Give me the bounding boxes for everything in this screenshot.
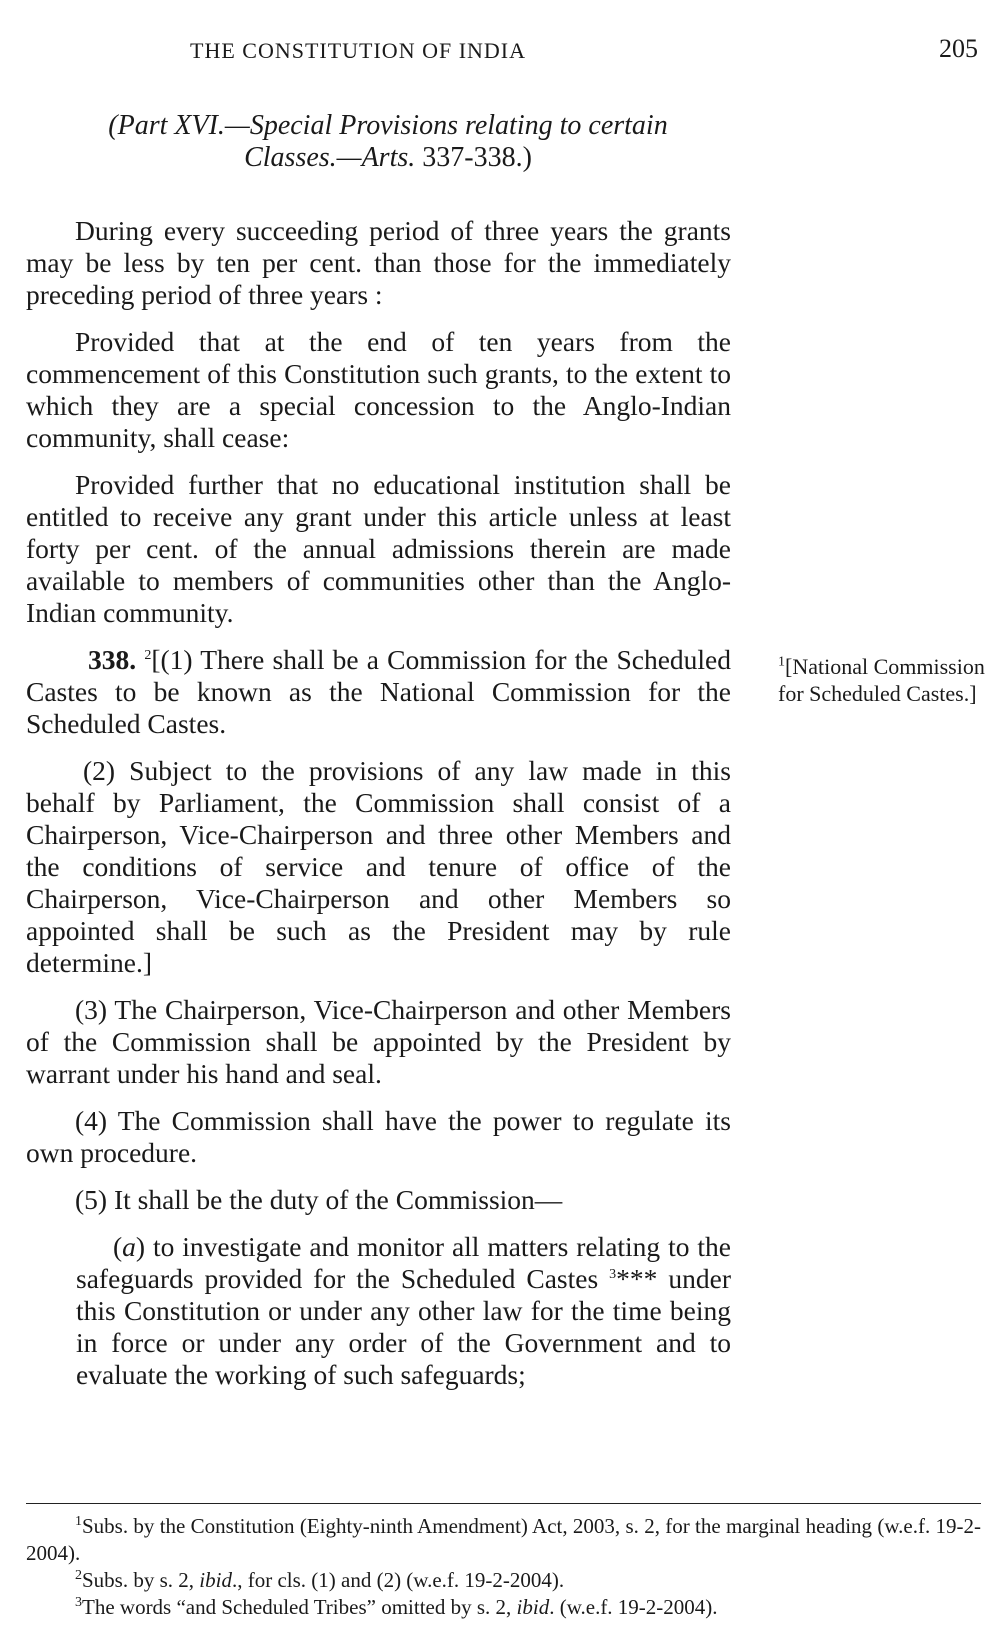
footnote-3 xyxy=(26,1594,981,1621)
footnote-3-pre: The words “and Scheduled Tribes” omitted by s. 2, xyxy=(82,1595,517,1619)
article-338-clause-5a xyxy=(76,1231,731,1391)
footnote-1-text: Subs. by the Constitution (Eighty-ninth Amendment) Act, 2003, s. 2, for the marginal heading (w.e.f. 19-2-2004). xyxy=(26,1514,981,1565)
page-number: 205 xyxy=(939,34,978,63)
footnotes xyxy=(26,1513,981,1621)
part-heading-line2 xyxy=(88,142,688,174)
paragraph-grants: During every succeeding period of three years the grants may be less by ten per cent. than those for the immediately preceding period of three years : xyxy=(26,215,731,310)
part-heading xyxy=(88,110,688,174)
article-338-clause-1 xyxy=(26,644,731,740)
subclause-5a-text-1: ) to investigate and monitor all matters relating to the safeguards provided for the Scheduled Castes xyxy=(76,1231,731,1294)
part-heading-line2-plain: 337-338.) xyxy=(422,142,532,173)
body-text xyxy=(26,215,731,1406)
footnote-3-ibid: ibid xyxy=(516,1595,550,1619)
footnote-ref-2: 2 xyxy=(144,647,152,663)
running-head: THE CONSTITUTION OF INDIA xyxy=(190,38,527,63)
part-heading-line1: (Part XVI.—Special Provisions relating to certain xyxy=(108,110,668,141)
article-338-clause-2: (2) Subject to the provisions of any law made in this behalf by Parliament, the Commission shall consist of a Chairperson, Vice-Chairperson and three other Members and the conditions of service and tenure of office of the Chairperson, Vice-Chairperson and other Members so appointed shall be such as the President may by rule determine.] xyxy=(26,755,731,978)
article-338-clause-5: (5) It shall be the duty of the Commission— xyxy=(75,1184,563,1215)
footnote-1-mark: 1 xyxy=(75,1514,82,1529)
footnote-1 xyxy=(26,1513,981,1567)
footnote-3-mark: 3 xyxy=(75,1595,82,1610)
subclause-5a-text-2: *** under this Constitution or under any other law for the time being in force or under any order of the Government and to evaluate the working of such safeguards; xyxy=(76,1263,731,1390)
footnote-2-pre: Subs. by s. 2, xyxy=(82,1568,200,1592)
footnote-divider xyxy=(26,1503,981,1504)
footnote-ref-1: 1 xyxy=(778,654,785,670)
part-heading-line2-italic: Classes.—Arts. xyxy=(244,142,423,173)
paragraph-proviso-2: Provided further that no educational institution shall be entitled to receive any grant under this article unless at least forty per cent. of the annual admissions therein are made available to members of communities other than the Anglo-Indian community. xyxy=(26,469,731,628)
footnote-ref-3: 3 xyxy=(609,1266,617,1282)
marginal-note xyxy=(778,653,993,707)
footnote-2 xyxy=(26,1567,981,1594)
article-338-clause-4: (4) The Commission shall have the power to regulate its own procedure. xyxy=(26,1105,731,1168)
footnote-2-mark: 2 xyxy=(75,1568,82,1583)
article-338-clause-1-text: [(1) There shall be a Commission for the Scheduled Castes to be known as the National Commission for the Scheduled Castes. xyxy=(26,644,731,739)
paragraph-proviso-1: Provided that at the end of ten years from the commencement of this Constitution such grants, to the extent to which they are a special concession to the Anglo-Indian community, shall cease: xyxy=(26,326,731,453)
subclause-open: ( xyxy=(113,1231,123,1262)
subclause-letter: a xyxy=(122,1231,136,1262)
footnote-2-ibid: ibid xyxy=(199,1568,232,1592)
marginal-note-text: [National Commission for Scheduled Castes.] xyxy=(778,654,985,706)
footnote-2-post: ., for cls. (1) and (2) (w.e.f. 19-2-2004). xyxy=(231,1568,565,1592)
article-number: 338. xyxy=(88,644,137,675)
article-338-clause-3: (3) The Chairperson, Vice-Chairperson and other Members of the Commission shall be appointed by the President by warrant under his hand and seal. xyxy=(26,994,731,1089)
footnote-3-post: . (w.e.f. 19-2-2004). xyxy=(549,1595,718,1619)
